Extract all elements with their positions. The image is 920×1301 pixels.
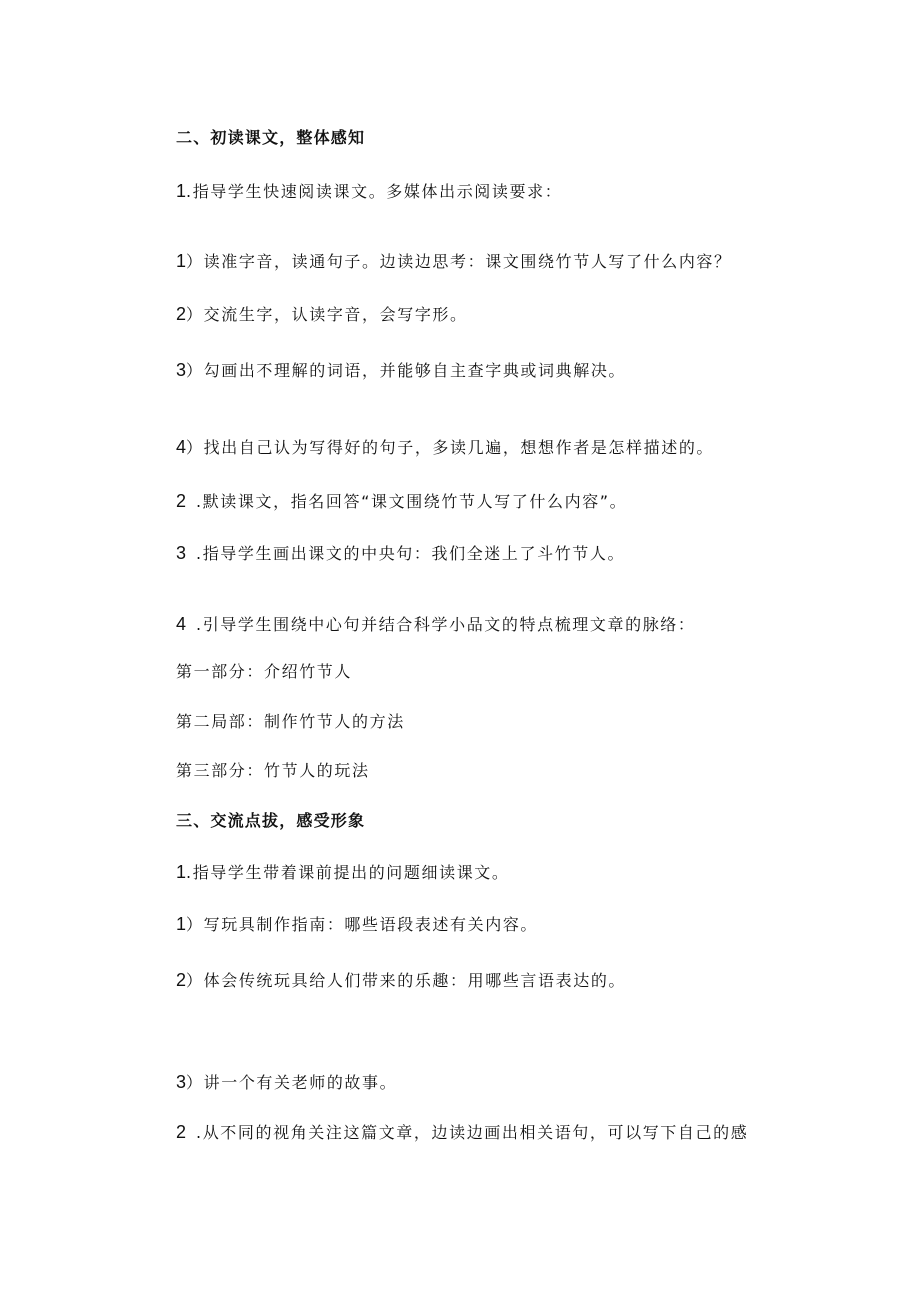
requirement-1-text: ）读准字音，读通句子。边读边思考：课文围绕竹节人写了什么内容？ (186, 252, 732, 271)
outline-part-3: 第三部分：竹节人的玩法 (176, 761, 370, 780)
step-3-text: .指导学生画出课文的中央句：我们全迷上了斗竹节人。 (196, 544, 626, 563)
requirement-2-number: 2 (176, 304, 187, 324)
step-4 (176, 612, 696, 637)
sec3-requirement-3-number: 3 (176, 1072, 187, 1092)
sec3-requirement-3 (176, 1070, 397, 1095)
step-4-number: 4 (176, 614, 187, 634)
sec3-requirement-3-text: ）讲一个有关老师的故事。 (186, 1073, 398, 1092)
section-heading-3: 三、交流点拔，感受形象 (176, 811, 366, 830)
step-4-text: .引导学生围绕中心句并结合科学小品文的特点梳理文章的脉络： (196, 615, 696, 634)
requirement-3-number: 3 (176, 360, 187, 380)
requirement-4-text: ）找出自己认为写得好的句子，多读几遍，想想作者是怎样描述的。 (186, 438, 715, 457)
step-3-number: 3 (176, 543, 187, 563)
requirement-2-text: ）交流生字，认读字音，会写字形。 (186, 305, 468, 324)
requirement-2 (176, 302, 468, 327)
requirement-3-text: ）勾画出不理解的词语，并能够自主查字典或词典解决。 (186, 361, 627, 380)
sec3-requirement-1-text: ）写玩具制作指南：哪些语段表述有关内容。 (186, 915, 539, 934)
step-2-text: .默读课文，指名回答“课文围绕竹节人写了什么内容”。 (196, 492, 628, 511)
requirement-4 (176, 435, 714, 460)
sec3-requirement-1 (176, 912, 538, 937)
step-1 (176, 179, 562, 204)
sec3-step-2-text: .从不同的视角关注这篇文章，边读边画出相关语句，可以写下自己的感 (196, 1123, 749, 1142)
outline-part-2: 第二局部：制作竹节人的方法 (176, 712, 405, 731)
outline-part-1: 第一部分：介绍竹节人 (176, 662, 353, 681)
sec3-requirement-2-text: ）体会传统玩具给人们带来的乐趣：用哪些言语表达的。 (186, 971, 627, 990)
sec3-step-2 (176, 1120, 748, 1145)
sec3-requirement-1-number: 1 (176, 914, 187, 934)
sec3-step-2-number: 2 (176, 1122, 187, 1142)
step-1-text: .指导学生快速阅读课文。多媒体出示阅读要求： (186, 182, 563, 201)
step-2 (176, 489, 627, 514)
requirement-1-number: 1 (176, 251, 187, 271)
sec3-requirement-2-number: 2 (176, 970, 187, 990)
sec3-requirement-2 (176, 968, 626, 993)
requirement-4-number: 4 (176, 437, 187, 457)
step-3 (176, 541, 625, 566)
requirement-1 (176, 249, 732, 274)
sec3-step-1-number: 1 (176, 862, 187, 882)
section-heading-2: 二、初读课文，整体感知 (176, 128, 366, 147)
requirement-3 (176, 358, 626, 383)
sec3-step-1 (176, 860, 510, 885)
step-1-number: 1 (176, 181, 187, 201)
sec3-step-1-text: .指导学生带着课前提出的问题细读课文。 (186, 863, 510, 882)
step-2-number: 2 (176, 491, 187, 511)
